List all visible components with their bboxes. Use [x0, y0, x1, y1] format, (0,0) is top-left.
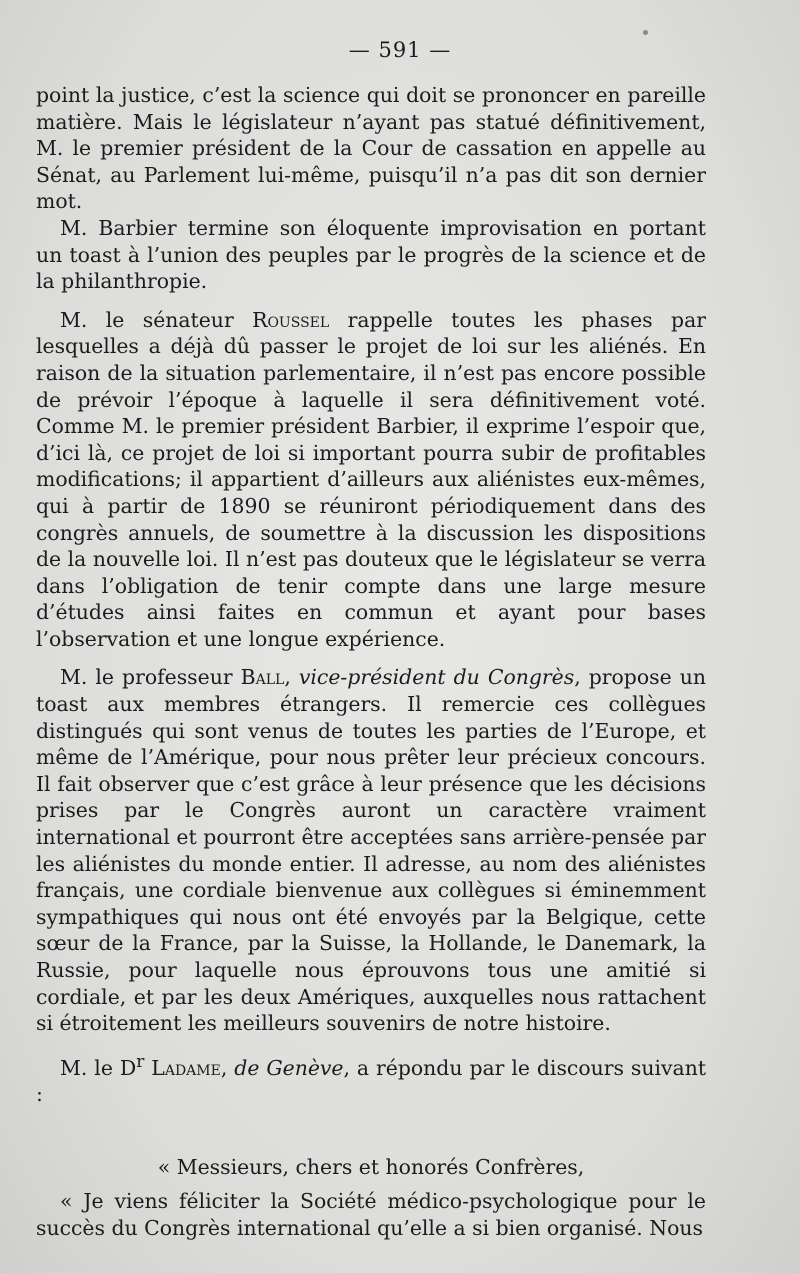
- paragraph-3-body: rappelle toutes les phases par lesquelles a déjà dû passer le projet de loi sur les aliénés. En raison de la situation parlementaire, il n’est pas encore possible de prévoir l’époque à laquelle il sera définitivement voté. Comme M. le premier président Barbier, il exprime l’espoir que, d’ici là, ce projet de loi si important pourra subir de profitables modifications; il appartient d’ailleurs aux aliénistes eux-mêmes, qui à partir de 1890 se réuniront périodiquement dans des congrès annuels, de soumettre à la discussion les dispositions de la nouvelle loi. Il n’est pas douteux que le législateur se verra dans l’obligation de tenir compte dans une large mesure d’études ainsi faites en commun et ayant pour bases l’observation et une longue expérience.: [36, 307, 706, 651]
- speaker-place: de Genève: [234, 1055, 344, 1080]
- paragraph-4-lead: M. le professeur: [60, 665, 241, 690]
- speaker-name-ball: Ball: [240, 665, 285, 690]
- speech-paragraph-1: « Je viens féliciter la Société médico-psychologique pour le succès du Congrès international qu’elle a si bien organisé. Nous: [36, 1189, 706, 1240]
- paragraph-3: [36, 307, 706, 653]
- paragraph-1: point la justice, c’est la science qui doit se prononcer en pareille matière. Mais le législateur n’ayant pas statué définitivement, M. le premier président de la Cour de cassation en appelle au Sénat, au Parlement lui-même, puisqu’il n’a pas dit son dernier mot.: [36, 83, 706, 214]
- speaker-role: vice-président du Congrès: [298, 665, 575, 690]
- ink-speck: [643, 30, 648, 35]
- paragraph-4-comma: ,: [284, 665, 299, 690]
- paragraph-5: [36, 1049, 706, 1108]
- page-number: — 591 —: [348, 38, 452, 62]
- paragraph-4-body: , propose un toast aux membres étrangers. Il remercie ces collègues distingués qui sont venus de toutes les parties de l’Europe, et même de l’Amérique, pour nous prêter leur précieux concours. Il fait observer que c’est grâce à leur présence que les décisions prises par le Congrès auront un caractère vraiment international et pourront être acceptées sans arrière-pensée par les aliénistes du monde entier. Il adresse, au nom des aliénistes français, une cordiale bienvenue aux collègues si éminemment sympathiques qui nous ont été envoyés par la Belgique, cette sœur de la France, par la Suisse, la Hollande, le Danemark, la Russie, pour laquelle nous éprouvons tous une amitié si cordiale, et par les deux Amériques, auxquelles nous rattachent si étroitement les meilleurs souvenirs de notre histoire.: [36, 665, 706, 1036]
- speaker-name-roussel: Roussel: [252, 307, 330, 332]
- paragraph-3-lead: M. le sénateur: [60, 307, 253, 332]
- doctor-superscript: r: [136, 1051, 145, 1072]
- speech-salutation: « Messieurs, chers et honorés Confrères,: [157, 1154, 585, 1179]
- paragraph-5-comma: ,: [220, 1055, 235, 1080]
- paragraph-2: M. Barbier termine son éloquente improvisation en portant un toast à l’union des peuples par le progrès de la science et de la philanthropie.: [36, 215, 706, 294]
- speaker-name-ladame: Ladame: [151, 1055, 221, 1080]
- paragraph-5-lead: M. le D: [60, 1055, 137, 1080]
- paragraph-4: [36, 664, 706, 1036]
- body-text: [36, 82, 706, 1242]
- paragraph-5-body: , a répondu par le discours suivant :: [36, 1055, 707, 1107]
